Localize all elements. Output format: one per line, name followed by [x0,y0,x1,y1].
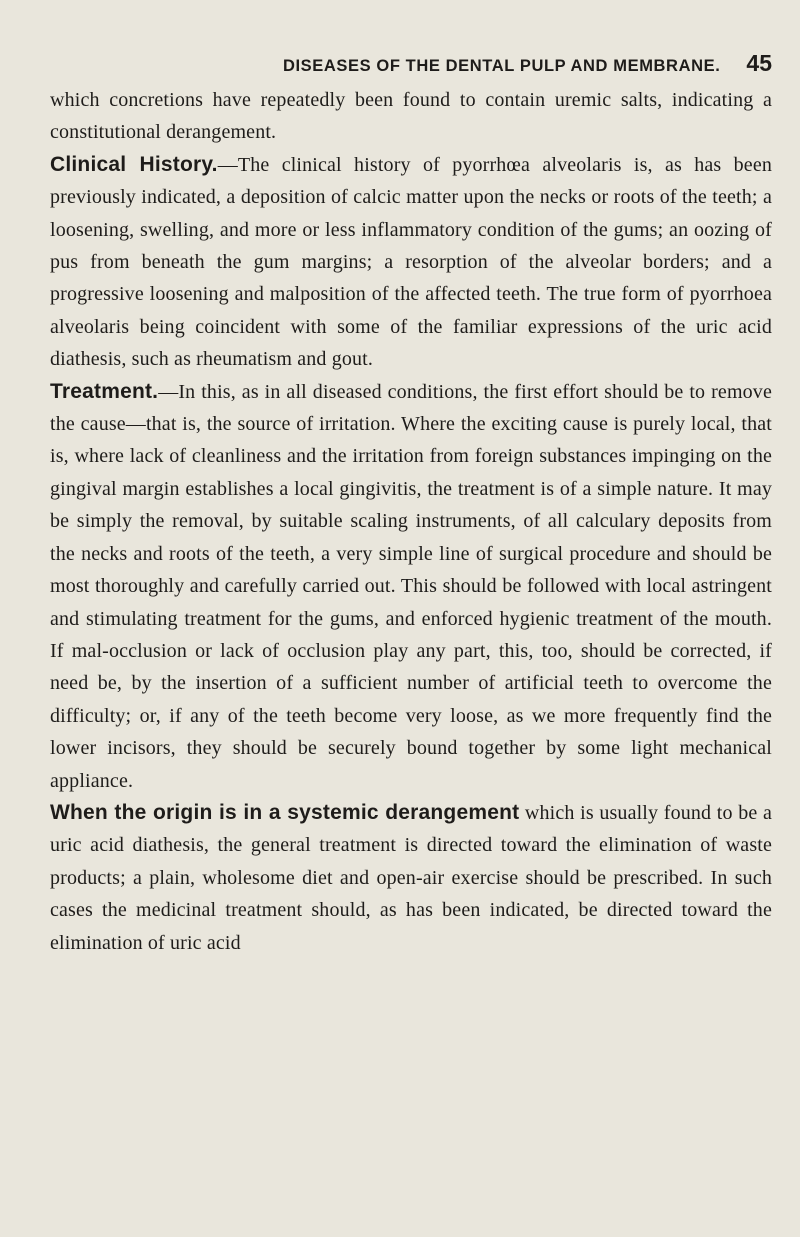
paragraph-text: —In this, as in all diseased conditions, the first effort should be to remove the cause—that is, the source of irritation. Where the exciting cause is purely local, that is, where lack of cleanliness and the irritation from foreign substances impinging on the gingival margin establishes a local gingivitis, the treatment is of a simple nature. It may be simply the removal, by suitable scaling instruments, of all calculary deposits from the necks and roots of the teeth, a very simple line of surgical procedure and should be most thoroughly and carefully carried out. This should be followed with local astringent and stimulating treatment for the gums, and enforced hygienic treatment of the mouth. If mal-occlusion or lack of occlusion play any part, this, too, should be corrected, if need be, by the insertion of a sufficient number of artificial teeth to overcome the difficulty; or, if any of the teeth become very loose, as we more frequently find the lower incisors, they should be securely bound together by some light mechanical appliance. [50,380,772,792]
paragraph-text: —The clinical history of pyorrhœa alveolaris is, as has been previously indicated, a deposition of calcic matter upon the necks or roots of the teeth; a loosening, swelling, and more or less inflammatory condition of the gums; an oozing of pus from beneath the gum margins; a resorption of the alveolar borders; and a progressive loosening and malposition of the affected teeth. The true form of pyorrhoea alveolaris being coincident with some of the familiar expressions of the uric acid diathesis, such as rheumatism and gout. [50,153,772,371]
running-title: DISEASES OF THE DENTAL PULP AND MEMBRANE. [282,57,721,75]
section-heading-treatment: Treatment. [50,379,159,403]
section-heading-systemic: When the origin is in a systemic derangement [50,800,520,824]
paragraph-treatment [50,376,772,797]
paragraph-text: which concretions have repeatedly been found to contain uremic salts, indicating a constitutional derangement. [50,89,772,144]
section-heading-clinical-history: Clinical History. [50,152,218,176]
paragraph-systemic [50,797,772,959]
book-page [50,50,772,959]
paragraph-continuation [50,84,772,149]
running-head [50,50,772,84]
paragraph-text: which is usually found to be a uric acid diathesis, the general treatment is directed toward the elimination of waste products; a plain, wholesome diet and open-air exercise should be prescribed. In such cases the medicinal treatment should, as has been indicated, be directed toward the elimination of uric acid [50,801,772,954]
paragraph-clinical-history [50,149,772,376]
body-text [50,84,772,959]
page-number: 45 [746,50,772,76]
